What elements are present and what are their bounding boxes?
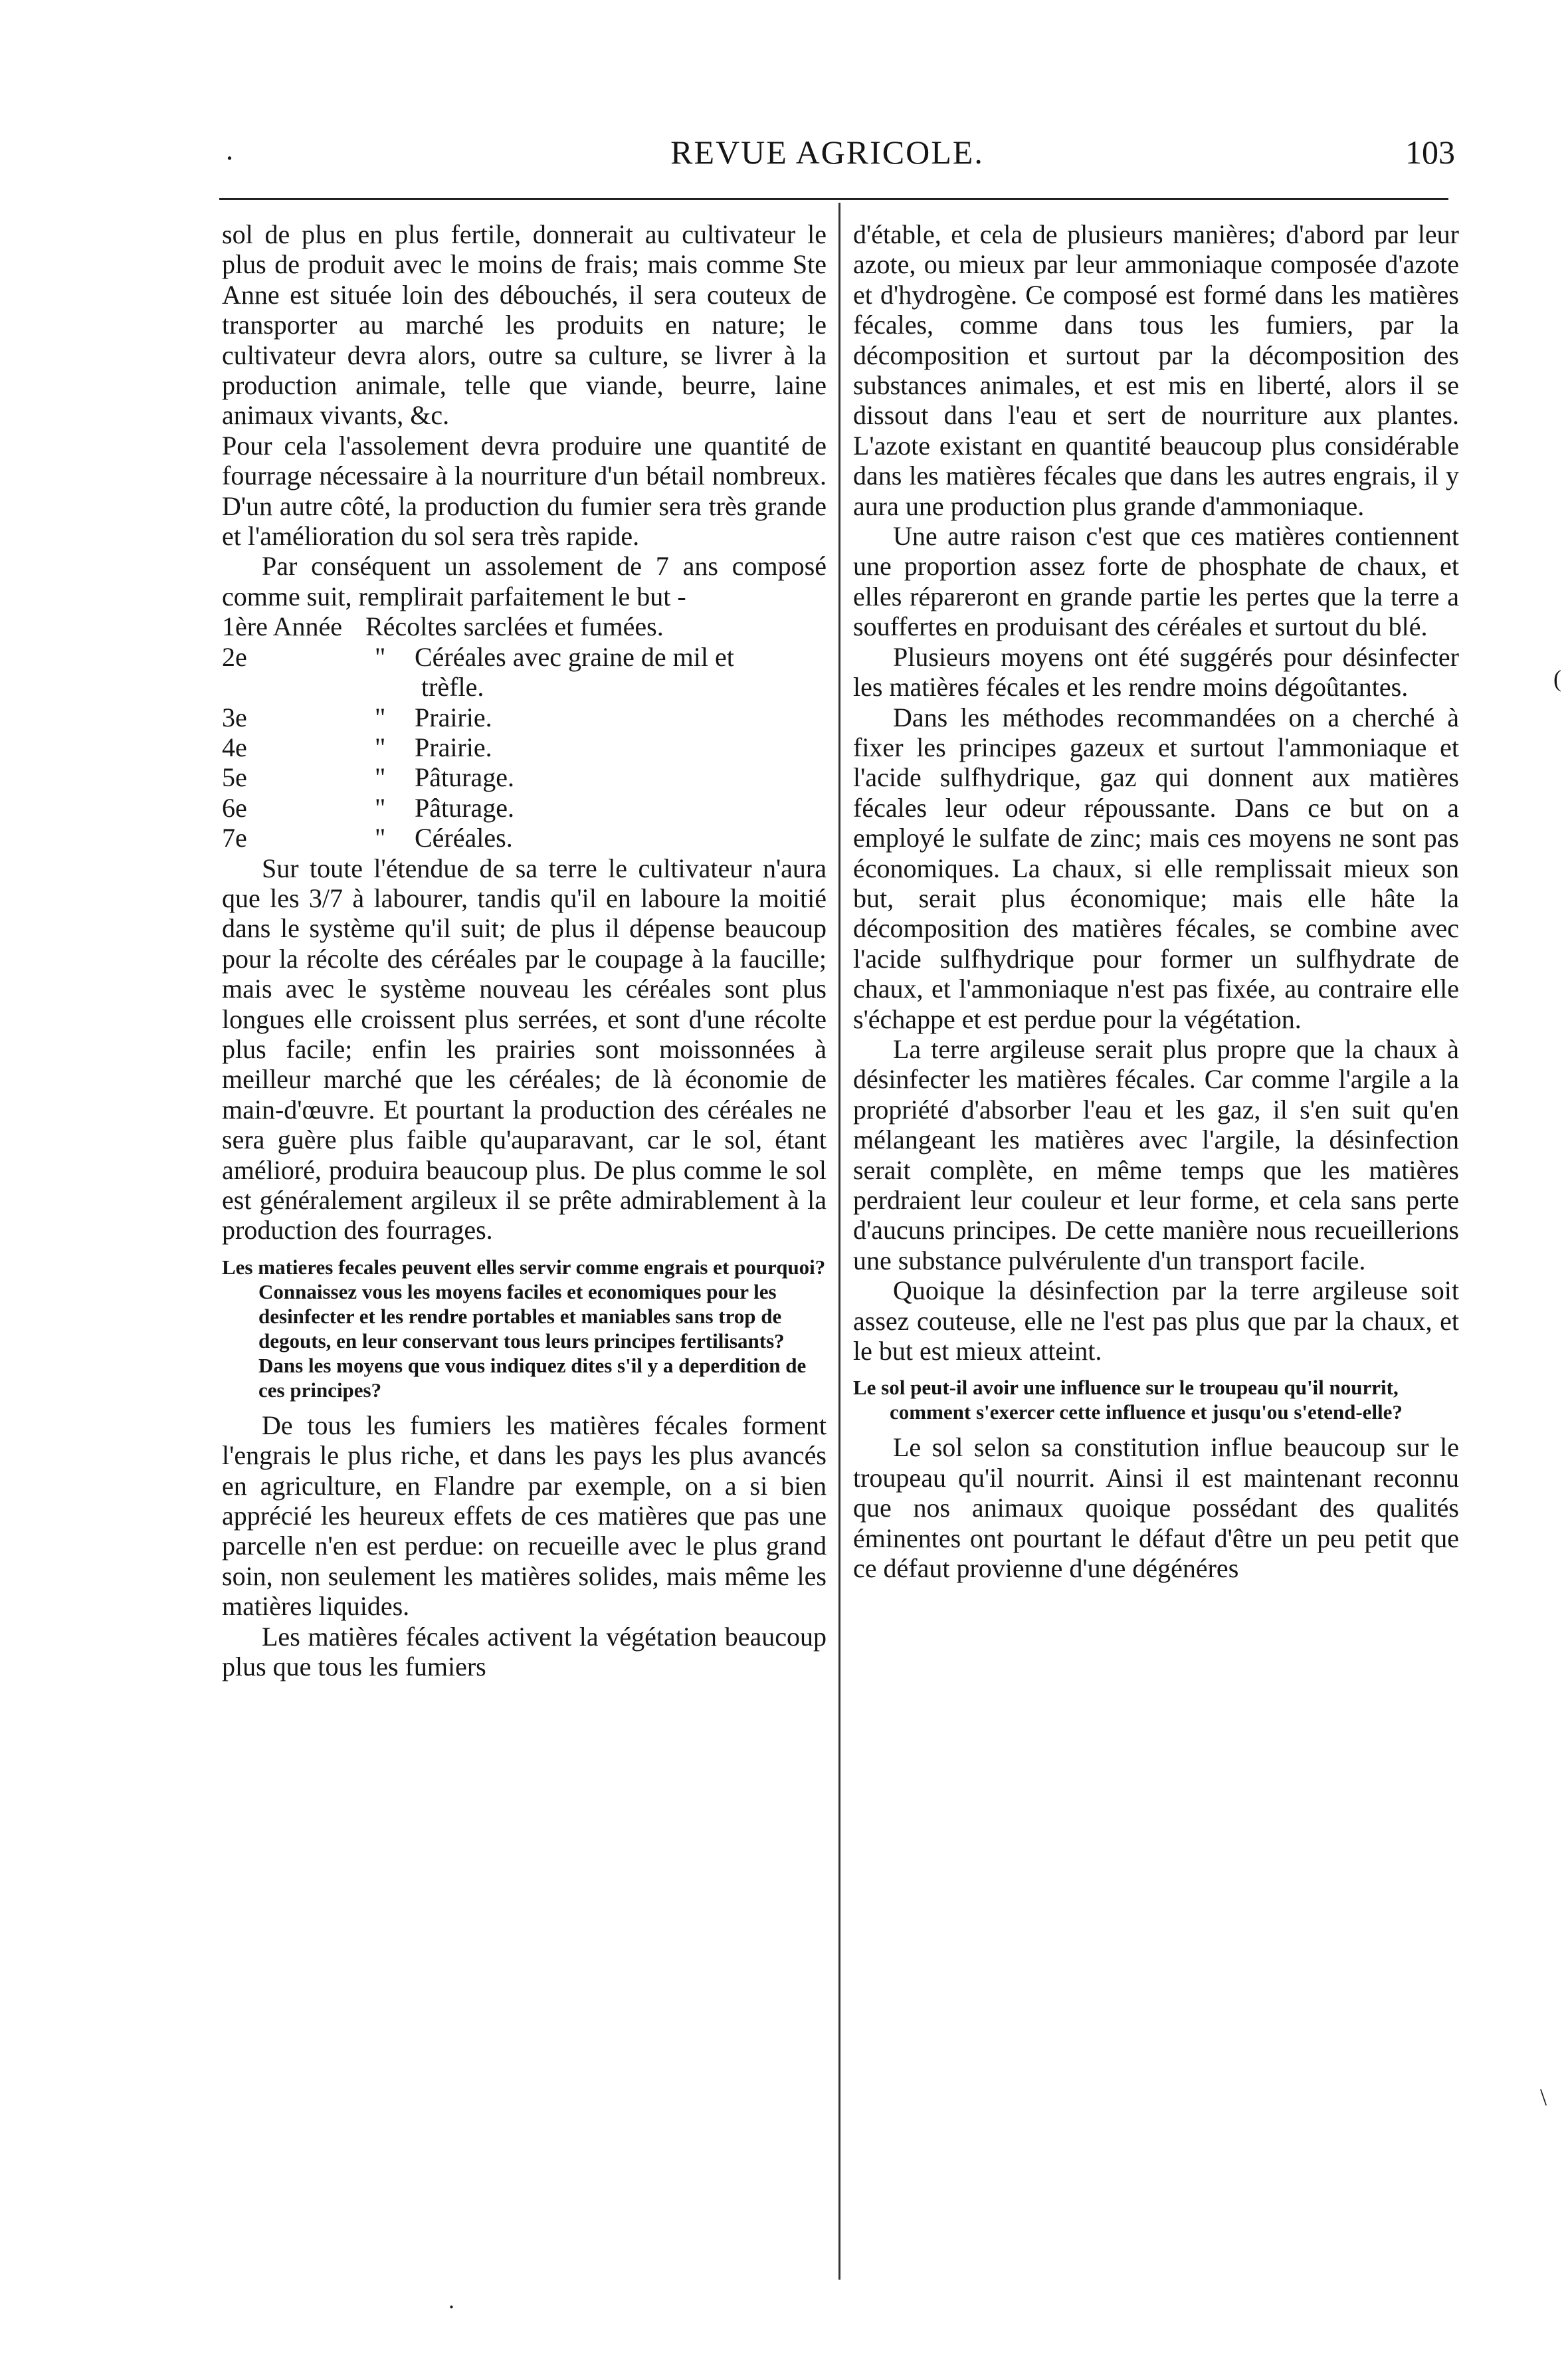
rotation-crop: Pâturage. [415, 792, 514, 823]
margin-mark: . [448, 2287, 454, 2314]
running-title: REVUE AGRICOLE. [670, 134, 984, 171]
header-dot: . [226, 134, 233, 166]
paragraph: Sur toute l'étendue de sa terre le cultivateur n'aura que les 3/7 à labourer, tandis qu'il en laboure la moitié dans le système qu'il suit; de plus il dépense beaucoup pour la récolte des céréales par le coupage à la faucille; mais avec le système nouveau les céréales sont plus longues elle croissent plus serrées, et sont d'une récolte plus facile; enfin les prairies sont moissonnées à meilleur marché que les céréales; de là économie de main-d'œuvre. Et pourtant la production des céréales ne sera guère plus faible qu'auparavant, car le sol, étant amélioré, produira beaucoup plus. De plus comme le sol est généralement argileux il se prête admirablement à la production des fourrages. [222, 853, 827, 1245]
rotation-crop: trèfle. [421, 672, 484, 703]
rotation-year: 4e [222, 732, 247, 762]
rotation-crop: Céréales. [415, 823, 513, 853]
column-divider [838, 203, 840, 2280]
rotation-crop: Prairie. [415, 732, 492, 762]
rotation-crop: Pâturage. [415, 762, 514, 793]
rotation-row [222, 672, 827, 702]
rotation-row [222, 793, 827, 823]
rotation-year: 3e [222, 702, 247, 732]
rotation-row [222, 642, 827, 672]
paragraph: Le sol selon sa constitution influe beaucoup sur le troupeau qu'il nourrit. Ainsi il est maintenant reconnu que nos animaux quoique possédant des qualités éminentes ont pourtant le défaut d'être un peu petit que ce défaut provienne d'une dégénéres [853, 1432, 1459, 1584]
left-column [222, 219, 827, 1681]
ditto-mark: " [375, 732, 386, 762]
paragraph: Une autre raison c'est que ces matières contiennent une proportion assez forte de phosphate de chaux, et elles répareront en grande partie les pertes que la terre a souffertes en produisant des céréales et surtout du blé. [853, 521, 1459, 642]
rotation-crop: Récoltes sarclées et fumées. [365, 611, 664, 642]
rotation-year: 6e [222, 792, 247, 823]
paragraph: Plusieurs moyens ont été suggérés pour désinfecter les matières fécales et les rendre moins dégoûtantes. [853, 641, 1459, 703]
right-column [853, 219, 1459, 1583]
rotation-year: 2e [222, 641, 247, 672]
header-rule [219, 198, 1448, 200]
rotation-year: 5e [222, 762, 247, 793]
paragraph: Quoique la désinfection par la terre argileuse soit assez couteuse, elle ne l'est pas plus que par la chaux, et le but est mieux atteint. [853, 1275, 1459, 1366]
paragraph: De tous les fumiers les matières fécales forment l'engrais le plus riche, et dans les pays les plus avancés en agriculture, en Flandre par exemple, on a si bien apprécié les heureux effets de ces matières que pas une parcelle n'en est perdue: on recueille avec le plus grand soin, non seulement les matières solides, mais même les matières liquides. [222, 1410, 827, 1622]
margin-mark: \ [1540, 2084, 1547, 2110]
ditto-mark: " [375, 823, 386, 853]
rotation-crop: Céréales avec graine de mil et [415, 641, 734, 672]
rotation-row [222, 732, 827, 762]
rotation-table [222, 611, 827, 853]
ditto-mark: " [375, 792, 386, 823]
ditto-mark: " [375, 702, 386, 732]
paragraph: Les matières fécales activent la végétation beaucoup plus que tous les fumiers [222, 1621, 827, 1682]
ditto-mark: " [375, 641, 386, 672]
rotation-row [222, 703, 827, 732]
page-number: 103 [1405, 134, 1455, 171]
paragraph: d'étable, et cela de plusieurs manières; d'abord par leur azote, ou mieux par leur ammoniaque composée d'azote et d'hydrogène. Ce composé est formé dans les matières fécales, comme dans tous les fumiers, par la décomposition et surtout par la décomposition des substances animales, et est mis en liberté, alors il se dissout dans l'eau et sert de nourriture aux plantes. L'azote existant en quantité beaucoup plus considérable dans les matières fécales que dans les autres engrais, il y aura une production plus grande d'ammoniaque. [853, 219, 1459, 521]
rotation-row [222, 611, 827, 641]
paragraph: sol de plus en plus fertile, donnerait au cultivateur le plus de produit avec le moins de frais; mais comme Ste Anne est située loin des débouchés, il sera couteux de transporter au marché les produits en nature; le cultivateur devra alors, outre sa culture, se livrer à la production animale, telle que viande, beurre, laine animaux vivants, &c. [222, 219, 827, 431]
running-header [199, 133, 1455, 179]
question-heading: Le sol peut-il avoir une influence sur le troupeau qu'il nourrit, comment s'exercer cette influence et jusqu'ou s'etend-elle? [853, 1376, 1403, 1424]
paragraph: La terre argileuse serait plus propre que la chaux à désinfecter les matières fécales. Car comme l'argile a la propriété d'absorber l'eau et les gaz, il s'en suit qu'en mélangeant les matières avec l'argile, la désinfection serait complète, en même temps que les matières perdraient leur couleur et leur forme, et cela sans perte d'aucuns principes. De cette manière nous recueillerions une substance pulvérulente d'un transport facile. [853, 1033, 1459, 1275]
rotation-year: 7e [222, 823, 247, 853]
paragraph: Par conséquent un assolement de 7 ans composé comme suit, remplirait parfaitement le but - [222, 551, 827, 611]
paragraph: Pour cela l'assolement devra produire une quantité de fourrage nécessaire à la nourriture d'un bétail nombreux. D'un autre côté, la production du fumier sera très grande et l'amélioration du sol sera très rapide. [222, 430, 827, 552]
question-heading: Les matieres fecales peuvent elles servir comme engrais et pourquoi? Connaissez vous les moyens faciles et economiques pour les desinfecter et les rendre portables et maniables sans trop de degouts, en leur conservant tous leurs principes fertilisants? Dans les moyens que vous indiquez dites s'il y a deperdition de ces principes? [222, 1255, 826, 1402]
rotation-crop: Prairie. [415, 702, 492, 732]
rotation-row [222, 823, 827, 853]
rotation-row [222, 762, 827, 792]
margin-mark: ( [1553, 665, 1561, 692]
ditto-mark: " [375, 762, 386, 793]
rotation-year: 1ère Année [222, 611, 343, 642]
paragraph: Dans les méthodes recommandées on a cherché à fixer les principes gazeux et surtout l'ammoniaque et l'acide sulfhydrique, gaz qui donnent aux matières fécales leur odeur répoussante. Dans ce but on a employé le sulfate de zinc; mais ces moyens ne sont pas économiques. La chaux, si elle remplissait mieux son but, serait plus économique; mais elle hâte la décomposition des matières fécales, se combine avec l'acide sulfhydrique pour former un sulfhydrate de chaux, et l'ammoniaque n'est pas fixée, au contraire elle s'échappe et est perdue pour la végétation. [853, 702, 1459, 1034]
